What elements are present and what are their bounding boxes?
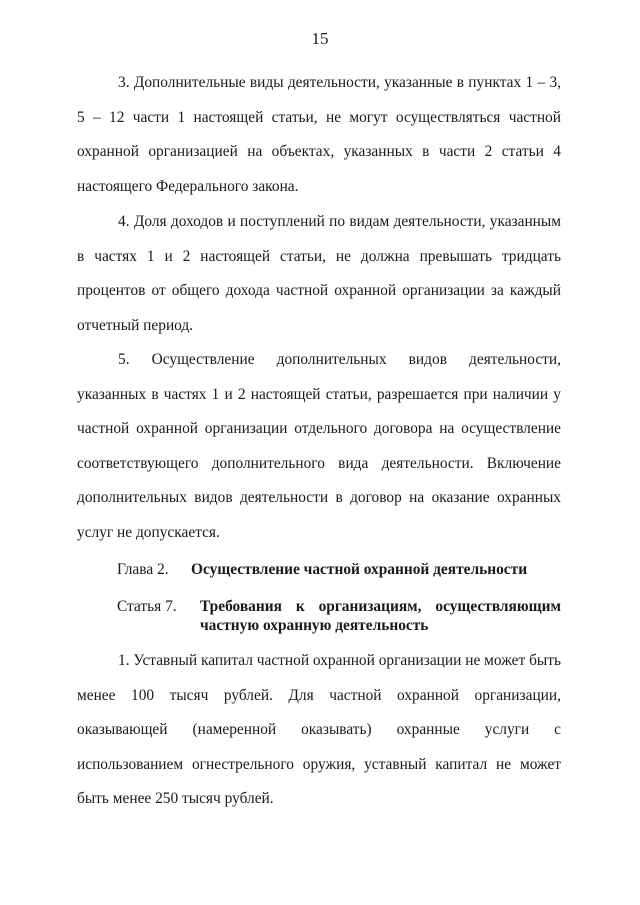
paragraph-3: 3. Дополнительные виды деятельности, указанные в пунктах 1 – 3, 5 – 12 части 1 настоящей статьи, не могут осуществляться частной охранной организацией на объектах, указанных в части 2 статьи 4 настоящего Федерального закона. bbox=[77, 74, 561, 195]
paragraph-4: 4. Доля доходов и поступлений по видам деятельности, указанным в частях 1 и 2 настоящей статьи, не должна превышать тридцать процентов от общего дохода частной охранной организации за каждый отчетный период. bbox=[77, 213, 561, 334]
chapter-heading bbox=[117, 558, 527, 582]
chapter-label: Глава 2. bbox=[117, 561, 169, 578]
page-number: 15 bbox=[311, 29, 329, 48]
chapter-title: Осуществление частной охранной деятельности bbox=[191, 561, 528, 578]
article-label: Статья 7. bbox=[117, 598, 177, 615]
article-paragraph-1: 1. Уставный капитал частной охранной организации не может быть менее 100 тысяч рублей. Для частной охранной организации, оказывающей (намеренной оказывать) охранные услуги с использованием огнестрельного оружия, уставный капитал не может быть менее 250 тысяч рублей. bbox=[77, 652, 561, 808]
article-title: Требования к организациям, осуществляющим частную охранную деятельность bbox=[200, 598, 561, 634]
paragraph-5: 5. Осуществление дополнительных видов деятельности, указанных в частях 1 и 2 настоящей статьи, разрешается при наличии у частной охранной организации отдельного договора на осуществление соответствующего дополнительного вида деятельности. Включение дополнительных видов деятельности в договор на оказание охранных услуг не допускается. bbox=[77, 351, 561, 541]
